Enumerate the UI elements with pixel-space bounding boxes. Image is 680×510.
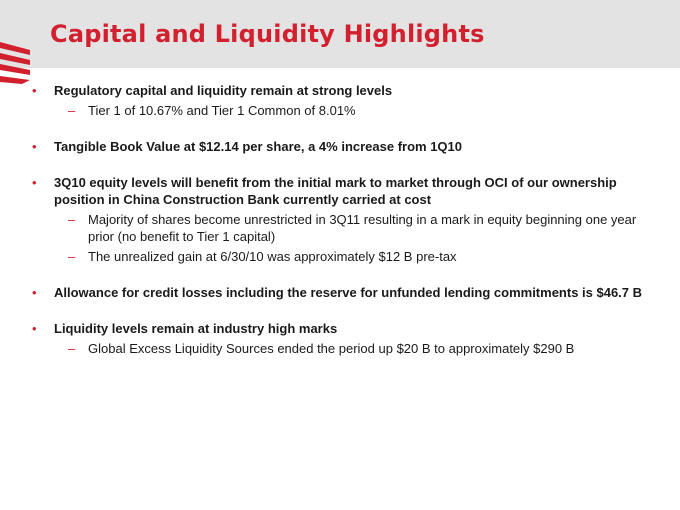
- sub-bullet-list: [30, 102, 660, 119]
- bullet-item: [30, 174, 660, 265]
- sub-bullet-item: [30, 211, 660, 245]
- bullet-marker: •: [32, 175, 37, 190]
- dash-marker: –: [68, 103, 76, 118]
- sub-bullet-item: [30, 340, 660, 357]
- dash-marker: –: [68, 341, 76, 356]
- bullet-marker: •: [32, 285, 37, 300]
- bullet-text: 3Q10 equity levels will benefit from the initial mark to market through OCI of our ownership position in China Construction Bank currently carried at cost: [54, 175, 617, 207]
- sub-bullet-text: Global Excess Liquidity Sources ended the period up $20 B to approximately $290 B: [88, 341, 575, 356]
- slide-title: Capital and Liquidity Highlights: [50, 20, 485, 48]
- bullet-marker: •: [32, 321, 37, 336]
- sub-bullet-item: [30, 102, 660, 119]
- dash-marker: –: [68, 249, 76, 264]
- bullet-item: [30, 138, 660, 155]
- dash-marker: –: [68, 212, 76, 227]
- bullet-list: [30, 82, 660, 376]
- bullet-item: [30, 82, 660, 119]
- sub-bullet-text: Tier 1 of 10.67% and Tier 1 Common of 8.01%: [88, 103, 356, 118]
- sub-bullet-list: [30, 340, 660, 357]
- bullet-marker: •: [32, 139, 37, 154]
- bullet-text: Tangible Book Value at $12.14 per share, a 4% increase from 1Q10: [54, 139, 463, 154]
- sub-bullet-text: The unrealized gain at 6/30/10 was approximately $12 B pre-tax: [88, 249, 457, 264]
- sub-bullet-item: [30, 248, 660, 265]
- sub-bullet-list: [30, 211, 660, 265]
- bullet-text: Regulatory capital and liquidity remain at strong levels: [54, 83, 393, 98]
- bullet-text: Liquidity levels remain at industry high marks: [54, 321, 338, 336]
- bullet-text: Allowance for credit losses including the reserve for unfunded lending commitments is $46.7 B: [54, 285, 643, 300]
- bullet-item: [30, 320, 660, 357]
- bullet-marker: •: [32, 83, 37, 98]
- flag-stripes-icon: [0, 40, 30, 96]
- bullet-item: [30, 284, 660, 301]
- sub-bullet-text: Majority of shares become unrestricted in 3Q11 resulting in a mark in equity beginning one year prior (no benefit to Tier 1 capital): [88, 212, 637, 244]
